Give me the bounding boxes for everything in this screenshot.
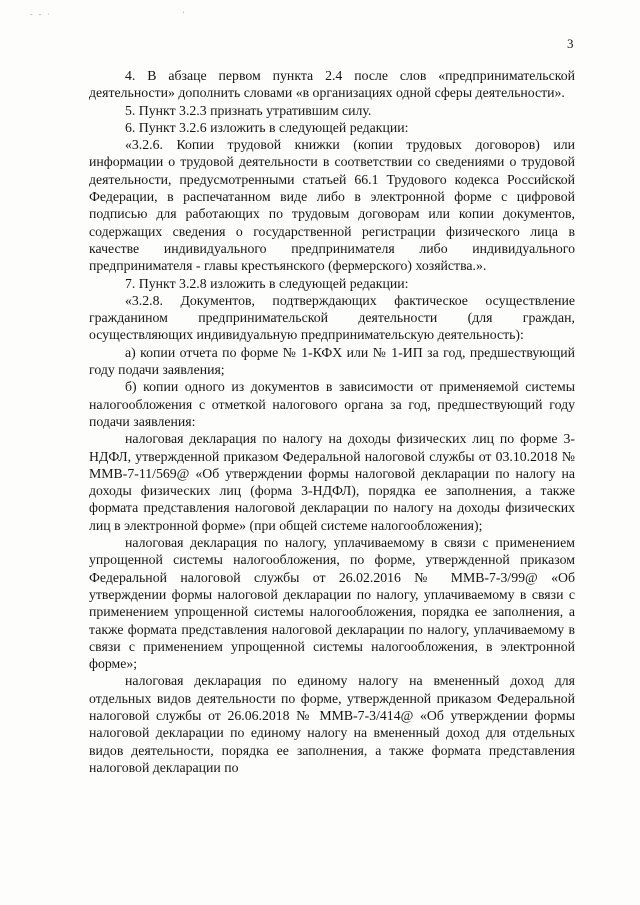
page-number: 3	[567, 36, 574, 51]
paragraph-item-5: 5. Пункт 3.2.3 признать утратившим силу.	[125, 102, 372, 118]
paragraph-clause-3-2-6: «3.2.6. Копии трудовой книжки (копии трудовых договоров) или информации о трудовой деятельности в соответствии со сведениями о трудовой деятельности, предусмотренными статьей 66.1 Трудового кодекса Российской Федерации, в распечатанном виде либо в электронной форме с цифровой подписью для работающих по трудовым договорам или копии документов, содержащих сведения о государственной регистрации физического лица в качестве индивидуального предпринимателя либо индивидуального предпринимателя - главы крестьянского (фермерского) хозяйства.».	[89, 137, 575, 274]
scan-tick-mark: '	[183, 10, 185, 19]
paragraph-clause-3-2-8: «3.2.8. Документов, подтверждающих фактическое осуществление гражданином предпринимательской деятельности (для граждан, осуществляющих индивидуальную предпринимательскую деятельность):	[89, 292, 575, 343]
paragraph-declaration-ndfl: налоговая декларация по налогу на доходы физических лиц по форме 3-НДФЛ, утвержденной приказом Федеральной налоговой службы от 03.10.2018 № ММВ-7-11/569@ «Об утверждении формы налоговой декларации по налогу на доходы физических лиц (форма 3-НДФЛ), порядка ее заполнения, а также формата представления налоговой декларации по налогу на доходы физических лиц в электронной форме» (при общей системе налогообложения);	[89, 431, 575, 533]
paragraph-declaration-usn: налоговая декларация по налогу, уплачиваемому в связи с применением упрощенной системы налогообложения, по форме, утвержденной приказом Федеральной налоговой службы от 26.02.2016 № ММВ-7-3/99@ «Об утверждении формы налоговой декларации по налогу, уплачиваемому в связи с применением упрощенной системы налогообложения, порядка ее заполнения, а также формата представления налоговой декларации по налогу, уплачиваемому в связи с применением упрощенной системы налогообложения, в электронной форме»;	[89, 535, 575, 672]
paragraph-item-6: 6. Пункт 3.2.6 изложить в следующей редакции:	[125, 119, 409, 135]
paragraph-subitem-a: а) копии отчета по форме № 1-КФХ или № 1-ИП за год, предшествующий году подачи заявления;	[89, 344, 575, 378]
document-body	[89, 67, 575, 776]
paragraph-item-7: 7. Пункт 3.2.8 изложить в следующей редакции:	[125, 275, 409, 291]
scan-corner-mark: - - ·	[30, 10, 52, 19]
paragraph-subitem-b: б) копии одного из документов в зависимости от применяемой системы налогообложения с отметкой налогового органа за год, предшествующий году подачи заявления:	[89, 379, 575, 429]
paragraph-item-4: 4. В абзаце первом пункта 2.4 после слов «предпринимательской деятельности» дополнить словами «в организациях одной сферы деятельности».	[89, 68, 575, 101]
paragraph-declaration-envd: налоговая декларация по единому налогу на вмененный доход для отдельных видов деятельности по форме, утвержденной приказом Федеральной налоговой службы от 26.06.2018 № ММВ-7-3/414@ «Об утверждении формы налоговой декларации по единому налогу на вмененный доход для отдельных видов деятельности, порядка ее заполнения, а также формата представления налоговой декларации по	[89, 673, 575, 775]
